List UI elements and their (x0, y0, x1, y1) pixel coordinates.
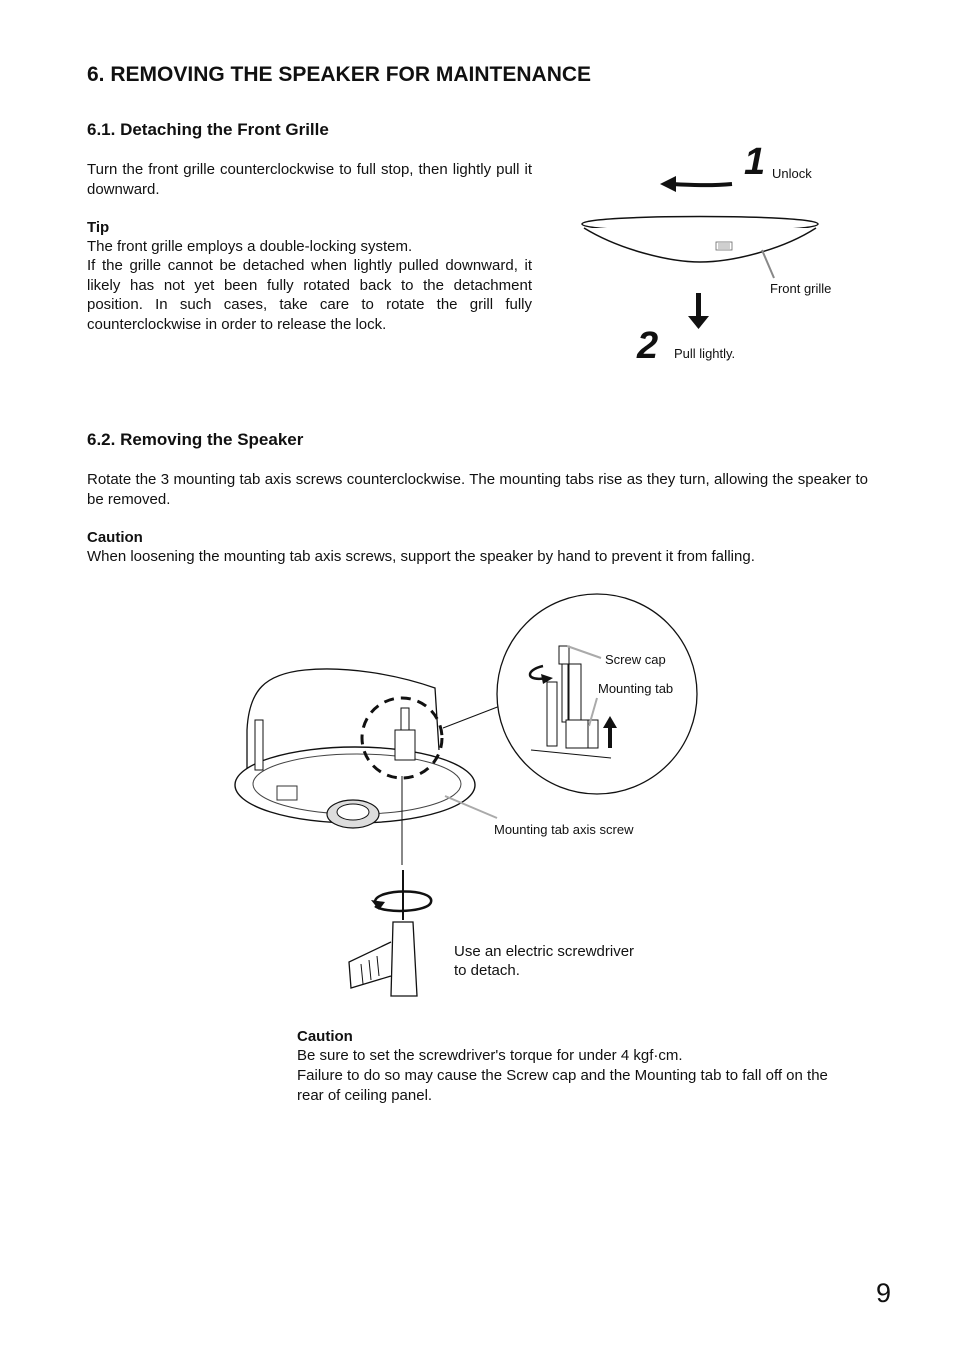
caution-2-line-2: Failure to do so may cause the Screw cap and the Mounting tab to fall off on the rear of ceiling panel. (297, 1067, 828, 1104)
page-title: 6. REMOVING THE SPEAKER FOR MAINTENANCE (87, 63, 592, 86)
step-1-number: 1 (744, 141, 766, 183)
tip-line-2: If the grille cannot be detached when lightly pulled downward, it likely has not yet been fully rotated back to the detachment position. In such cases, take care to rotate the grill fully counterclockwise in order to release the lock. (87, 257, 532, 333)
front-grille-label: Front grille (770, 281, 832, 296)
caution-title: Caution (87, 529, 143, 546)
unlock-label: Unlock (772, 166, 812, 181)
step-2-number: 2 (637, 325, 659, 367)
front-grille-instructions: Turn the front grille counterclockwise to full stop, then lightly pull it downward. (87, 161, 532, 198)
screw-cap-label: Screw cap (605, 652, 666, 667)
front-grille-diagram (560, 140, 860, 380)
section-heading-front-grille: 6.1. Detaching the Front Grille (87, 120, 329, 139)
removing-speaker-instructions: Rotate the 3 mounting tab axis screws counterclockwise. The mounting tabs rise as they turn, allowing the speaker to be removed. (87, 471, 868, 508)
axis-screw-label: Mounting tab axis screw (494, 822, 634, 837)
mounting-tab-label: Mounting tab (598, 681, 674, 696)
caution-2-line-1: Be sure to set the screwdriver's torque for under 4 kgf·cm. (297, 1047, 683, 1064)
caution-text: When loosening the mounting tab axis screws, support the speaker by hand to prevent it from falling. (87, 548, 755, 565)
screwdriver-note-line-2: to detach. (454, 962, 520, 979)
pull-lightly-label: Pull lightly. (674, 346, 736, 361)
caution-2-title: Caution (297, 1028, 353, 1045)
rotate-arrow-icon (672, 184, 732, 185)
section-heading-removing-speaker: 6.2. Removing the Speaker (87, 430, 304, 449)
page-number: 9 (876, 1278, 892, 1308)
grille-dome (584, 228, 816, 262)
tip-line-1: The front grille employs a double-locking system. (87, 238, 413, 255)
screwdriver-note-line-1: Use an electric screwdriver (454, 943, 635, 960)
electric-screwdriver-icon (391, 922, 417, 996)
tip-title: Tip (87, 219, 110, 236)
